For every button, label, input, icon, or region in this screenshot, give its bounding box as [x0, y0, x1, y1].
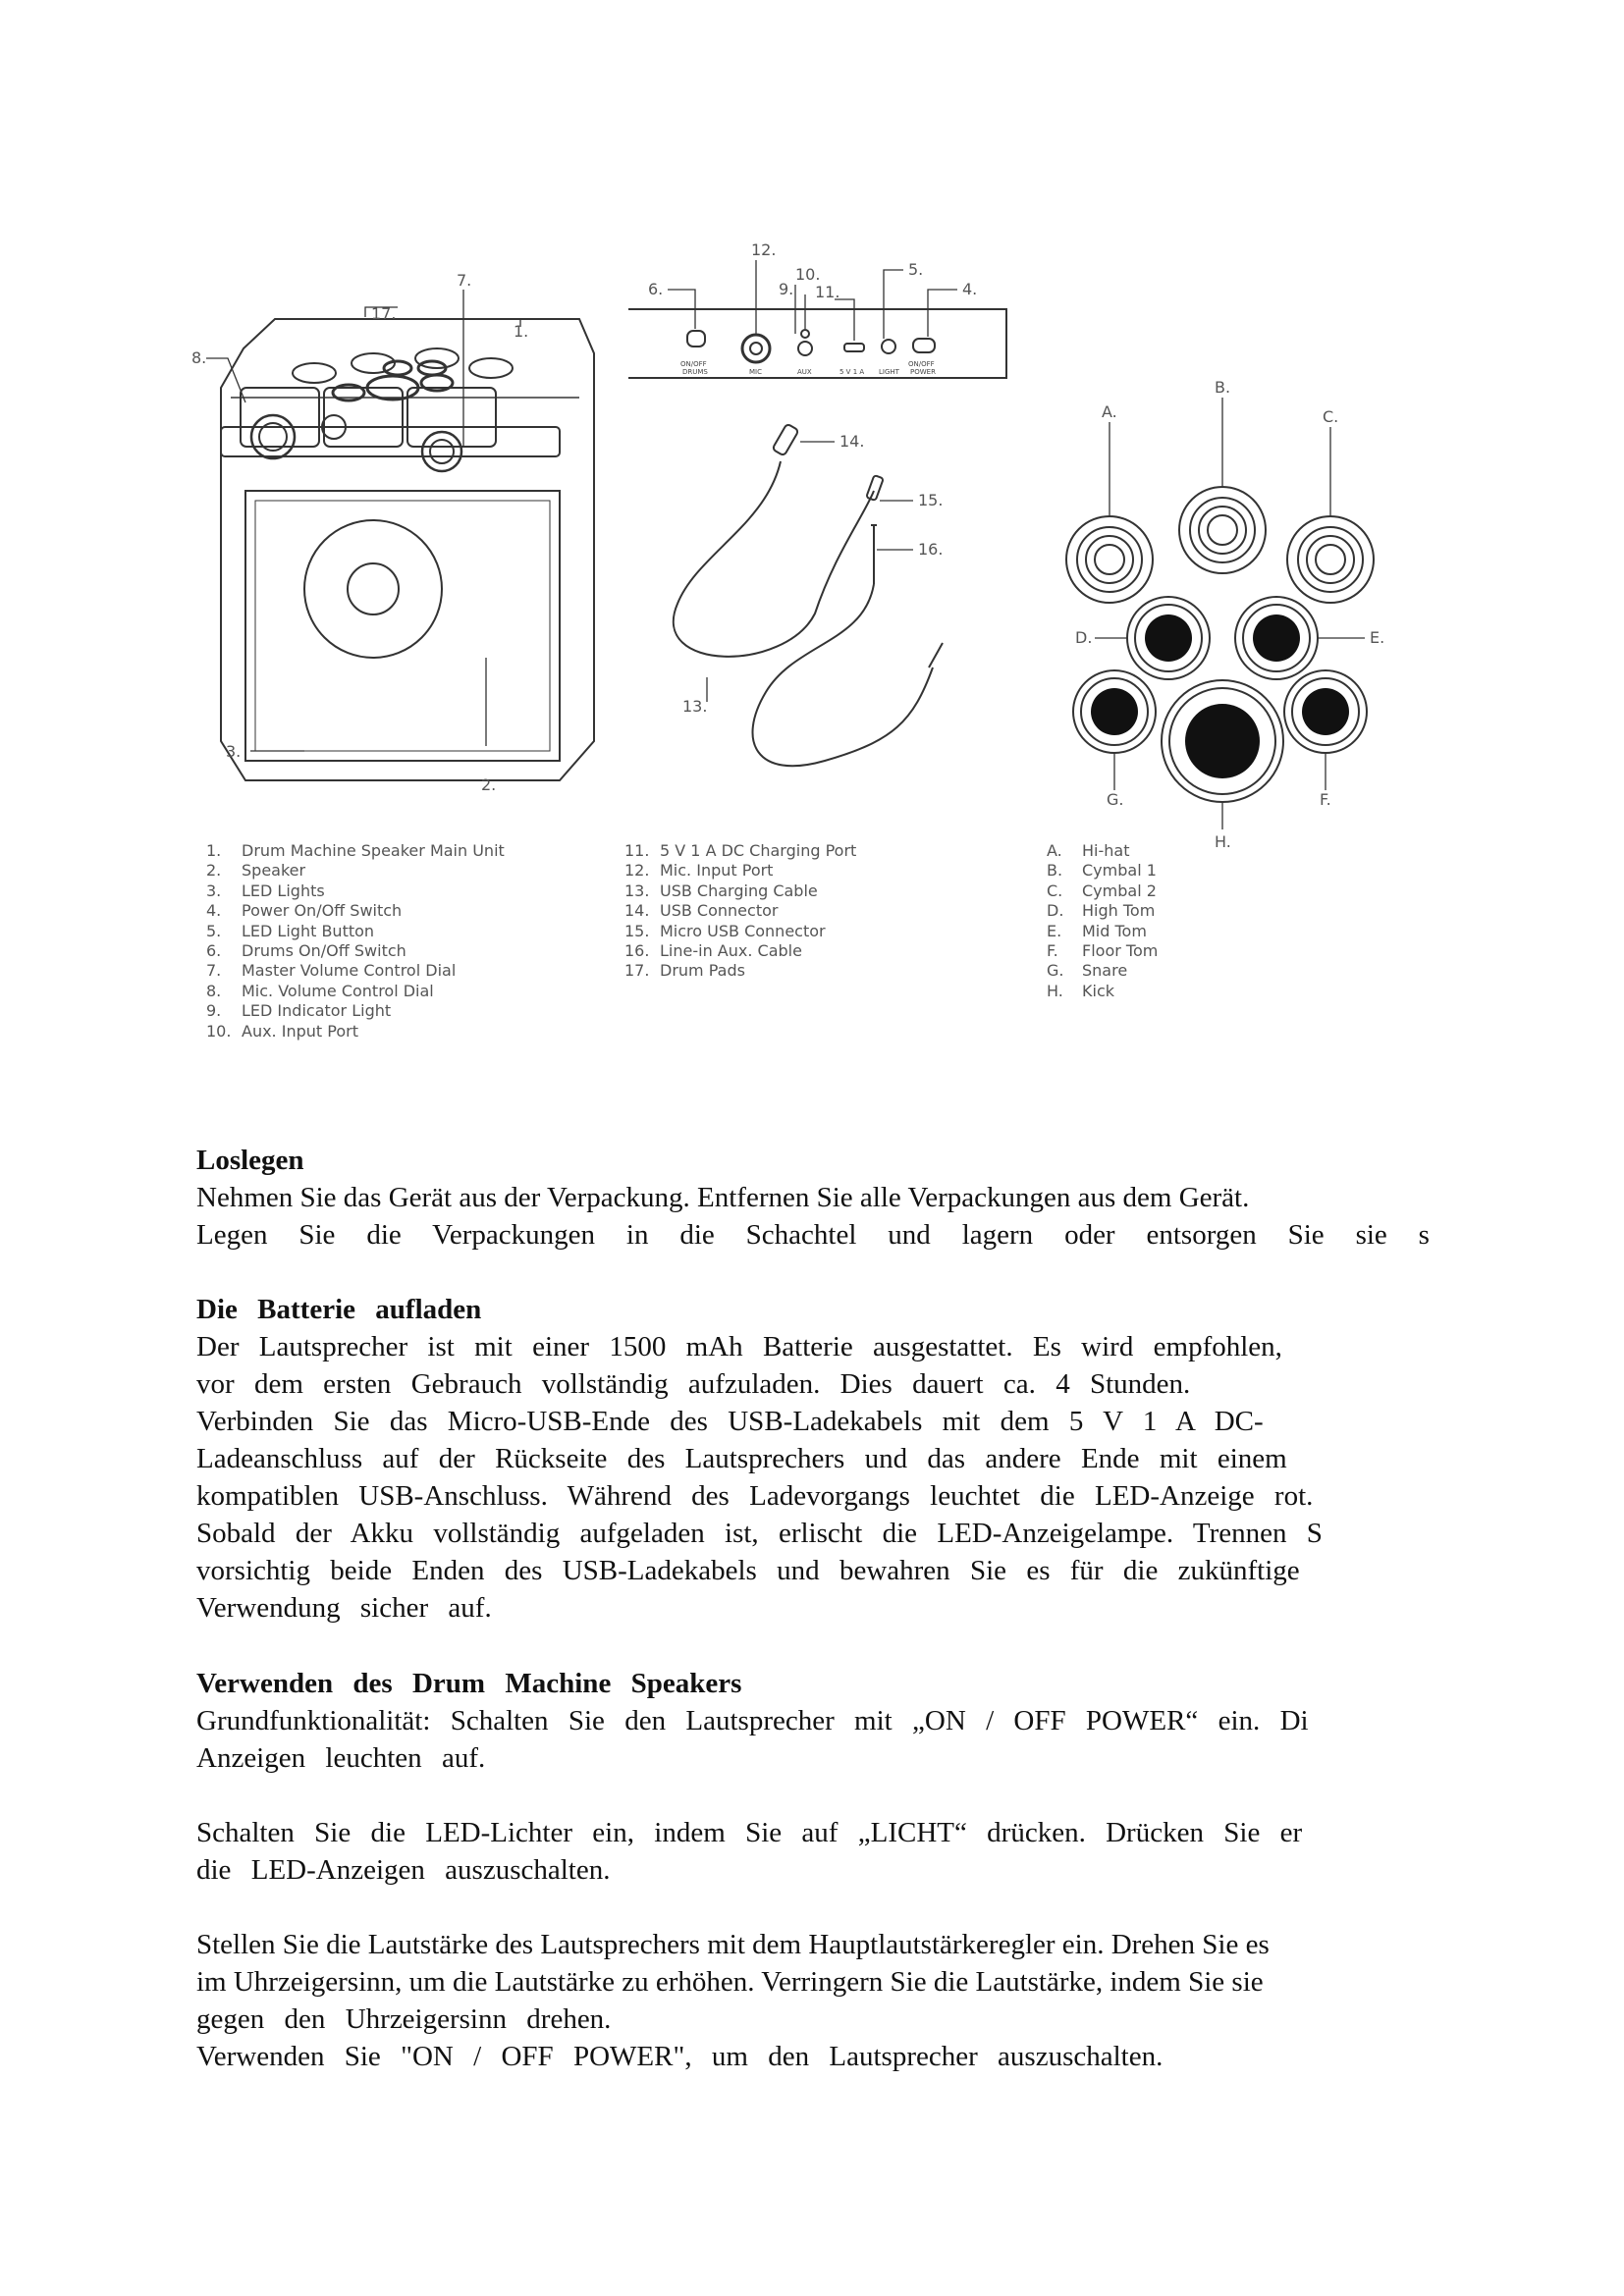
panel-label-onoff-drums-1: ON/OFF [680, 360, 707, 368]
legend-item: 16. Line-in Aux. Cable [624, 941, 802, 961]
callout-7: 7. [457, 271, 472, 290]
legend-item: F. Floor Tom [1047, 941, 1159, 961]
legend-item: 12. Mic. Input Port [624, 861, 774, 881]
callout-pad-c: C. [1323, 407, 1339, 426]
paragraph-line: Verwendung sicher auf. [196, 1592, 492, 1624]
callout-12: 12. [751, 240, 777, 259]
legend-item: 1. Drum Machine Speaker Main Unit [206, 841, 505, 860]
callout-pad-d: D. [1075, 628, 1093, 647]
legend-item: 7. Master Volume Control Dial [206, 961, 457, 981]
legend-item: G. Snare [1047, 961, 1128, 981]
callout-15: 15. [918, 491, 944, 509]
paragraph-line: Sobald der Akku vollständig aufgeladen ist, erlischt die LED-Anzeigelampe. Trennen S [196, 1518, 1323, 1549]
legend-item: 2. Speaker [206, 861, 306, 881]
legend-item: 17. Drum Pads [624, 961, 745, 981]
callout-2: 2. [481, 775, 497, 794]
paragraph-line: gegen den Uhrzeigersinn drehen. [196, 2003, 612, 2035]
callout-13: 13. [682, 697, 708, 716]
section-loslegen [196, 1142, 1624, 1254]
panel-label-onoff-drums-2: DRUMS [682, 368, 708, 376]
section-heading: Loslegen [196, 1145, 304, 1176]
legend-item: B. Cymbal 1 [1047, 861, 1157, 881]
legend-item: 3. LED Lights [206, 881, 325, 900]
pads-legend [1047, 841, 1158, 1001]
paragraph-line: Legen Sie die Verpackungen in die Schachtel und lagern oder entsorgen Sie sie s [196, 1219, 1430, 1251]
legend-item: C. Cymbal 2 [1047, 881, 1157, 900]
section-heading: Verwenden des Drum Machine Speakers [196, 1668, 742, 1699]
callout-pad-b: B. [1215, 378, 1231, 397]
parts-legend-1 [206, 841, 505, 1041]
paragraph-line: vor dem ersten Gebrauch vollständig aufzuladen. Dies dauert ca. 4 Stunden. [196, 1368, 1191, 1400]
legend-item: 13. USB Charging Cable [624, 881, 818, 900]
panel-label-light: LIGHT [879, 368, 899, 376]
legend-item: H. Kick [1047, 981, 1114, 1000]
paragraph-line: Grundfunktionalität: Schalten Sie den Lautsprecher mit „ON / OFF POWER“ ein. Di [196, 1705, 1309, 1736]
paragraph-line: Stellen Sie die Lautstärke des Lautsprechers mit dem Hauptlautstärkeregler ein. Drehen Sie es [196, 1929, 1270, 1960]
callout-6: 6. [648, 280, 664, 298]
callout-11: 11. [815, 283, 840, 301]
callout-pad-f: F. [1320, 790, 1331, 809]
paragraph-line: Ladeanschluss auf der Rückseite des Lautsprechers und das andere Ende mit einem [196, 1443, 1287, 1474]
section-heading: Die Batterie aufladen [196, 1294, 482, 1325]
callout-1: 1. [514, 322, 529, 341]
callout-4: 4. [962, 280, 978, 298]
parts-legend-2 [624, 841, 856, 982]
paragraph-line: Nehmen Sie das Gerät aus der Verpackung. Entfernen Sie alle Verpackungen aus dem Gerät. [196, 1182, 1250, 1213]
panel-label-mic: MIC [749, 368, 762, 376]
paragraph-line: Anzeigen leuchten auf. [196, 1742, 486, 1774]
section-lautstaerke [196, 1926, 1624, 2075]
section-licht [196, 1814, 1624, 1889]
paragraph-line: im Uhrzeigersinn, um die Lautstärke zu erhöhen. Verringern Sie die Lautstärke, indem Sie sie [196, 1966, 1264, 1998]
section-batterie [196, 1291, 1624, 1627]
paragraph-line: Der Lautsprecher ist mit einer 1500 mAh Batterie ausgestattet. Es wird empfohlen, [196, 1331, 1282, 1362]
callout-9: 9. [779, 280, 794, 298]
callout-10: 10. [795, 265, 821, 284]
panel-label-5v1a: 5 V 1 A [839, 368, 865, 376]
callout-17: 17. [371, 304, 397, 323]
panel-label-aux: AUX [797, 368, 812, 376]
paragraph-line: vorsichtig beide Enden des USB-Ladekabels und bewahren Sie es für die zukünftige [196, 1555, 1300, 1586]
legend-item: A. Hi-hat [1047, 841, 1130, 860]
paragraph-line: Verbinden Sie das Micro-USB-Ende des USB-Ladekabels mit dem 5 V 1 A DC- [196, 1406, 1264, 1437]
legend-item: 15. Micro USB Connector [624, 921, 826, 940]
callout-pad-g: G. [1107, 790, 1124, 809]
legend-item: D. High Tom [1047, 901, 1156, 921]
callout-pad-e: E. [1370, 628, 1385, 647]
main-unit-illustration [221, 319, 594, 780]
cable-illustration [674, 424, 943, 767]
callout-16: 16. [918, 540, 944, 559]
panel-label-onoff-power-2: POWER [910, 368, 936, 376]
legend-item: 10. Aux. Input Port [206, 1021, 358, 1041]
legend-item: 4. Power On/Off Switch [206, 901, 403, 921]
legend-item: 9. LED Indicator Light [206, 1001, 392, 1021]
callout-8: 8. [191, 348, 207, 367]
callout-pad-h: H. [1215, 832, 1231, 851]
legend-item: 14. USB Connector [624, 901, 779, 921]
paragraph-line: Schalten Sie die LED-Lichter ein, indem Sie auf „LICHT“ drücken. Drücken Sie er [196, 1817, 1303, 1848]
legend-item: 8. Mic. Volume Control Dial [206, 981, 434, 1000]
legend-item: E. Mid Tom [1047, 921, 1147, 940]
legend-item: 5. LED Light Button [206, 921, 375, 940]
callout-3: 3. [226, 742, 242, 761]
callout-5: 5. [908, 260, 924, 279]
legend-item: 11. 5 V 1 A DC Charging Port [624, 841, 857, 860]
paragraph-line: kompatiblen USB-Anschluss. Während des Ladevorgangs leuchtet die LED-Anzeige rot. [196, 1480, 1314, 1512]
callout-pad-a: A. [1102, 402, 1117, 421]
callout-14: 14. [839, 432, 865, 451]
section-verwenden [196, 1665, 1624, 1777]
paragraph-line: Verwenden Sie "ON / OFF POWER", um den Lautsprecher auszuschalten. [196, 2041, 1164, 2072]
legend-item: 6. Drums On/Off Switch [206, 941, 406, 961]
paragraph-line: die LED-Anzeigen auszuschalten. [196, 1854, 611, 1886]
panel-label-onoff-power-1: ON/OFF [908, 360, 935, 368]
